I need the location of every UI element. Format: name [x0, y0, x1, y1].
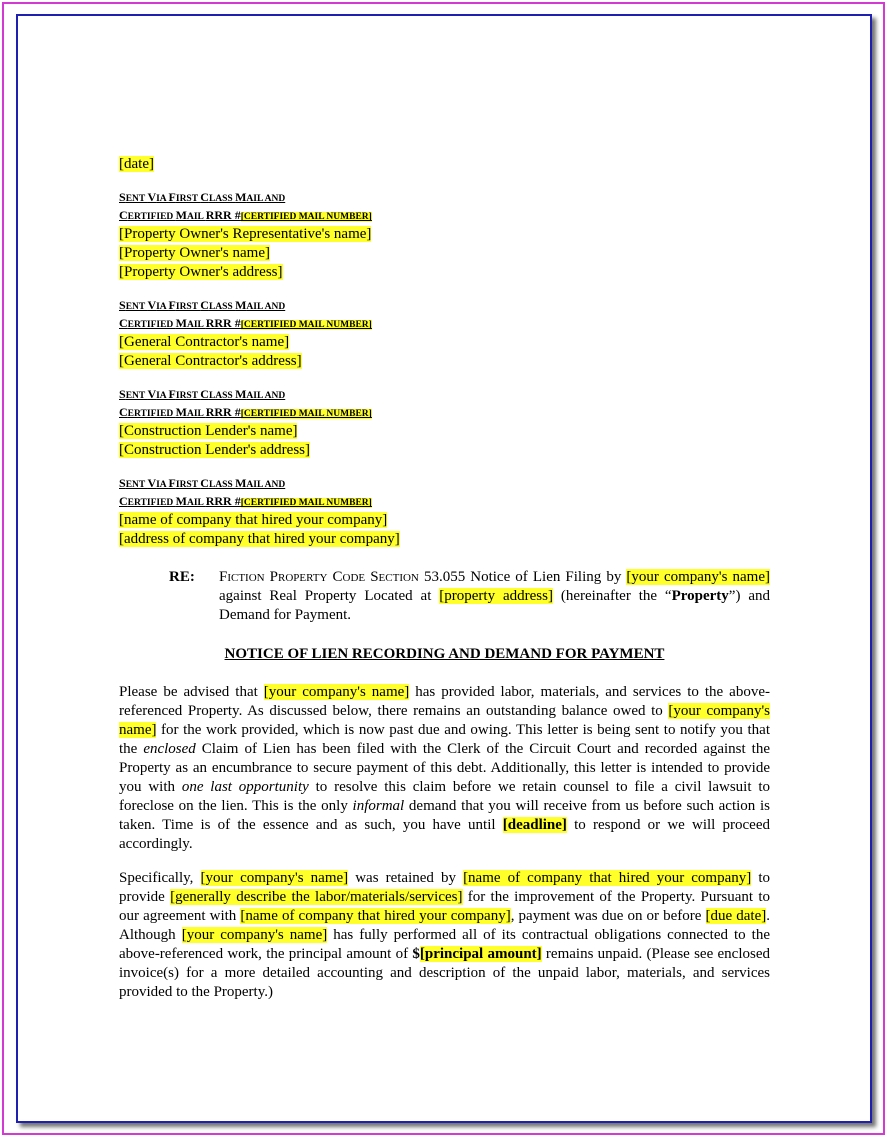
recipient-line: [Property Owner's Representative's name] — [119, 226, 372, 242]
recipient-line: [name of company that hired your company] — [119, 512, 388, 528]
recipient-block — [119, 386, 770, 460]
recipient-block — [119, 475, 770, 549]
recipient-line: [Construction Lender's name] — [119, 423, 298, 439]
recipient-line: [Construction Lender's address] — [119, 442, 310, 458]
recipient-line: [General Contractor's address] — [119, 353, 302, 369]
re-subject-code: Fiction Property Code Section — [219, 569, 419, 585]
re-property-word: Property — [671, 588, 729, 604]
recipient-block — [119, 189, 770, 282]
work-description-placeholder: [generally describe the labor/materials/services] — [170, 889, 463, 905]
paragraph-1: Please be advised that [your company's name] has provided labor, materials, and services to the above-referenced Property. As discussed below, there remains an outstanding balance owed to [your company's name] for the work provided, which is now past due and owing. This letter is being sent to notify you that the enclosed Claim of Lien has been filed with the Clerk of the Circuit Court and recorded against the Property as an encumbrance to secure payment of this debt. Additionally, this letter is intended to provide you with one last opportunity to resolve this claim before we retain counsel to file a civil lawsuit to foreclose on the lien. This is the only informal demand that you will receive from us before such action is taken. Time is of the essence and as such, you have until [deadline] to respond or we will proceed accordingly. — [119, 684, 770, 852]
company-name-placeholder: [your company's name] — [200, 870, 349, 886]
date-placeholder: [date] — [119, 156, 154, 172]
recipient-line: [Property Owner's name] — [119, 245, 270, 261]
recipient-line: [General Contractor's name] — [119, 334, 290, 350]
sent-via-line-2: CERTIFIED MAIL RRR #[CERTIFIED MAIL NUMBER] — [119, 208, 372, 222]
deadline-placeholder: [deadline] — [502, 817, 567, 833]
recipient-block — [119, 297, 770, 371]
due-date-placeholder: [due date] — [705, 908, 767, 924]
sent-via-line-2: CERTIFIED MAIL RRR #[CERTIFIED MAIL NUMBER] — [119, 494, 372, 508]
recipient-line: [Property Owner's address] — [119, 264, 283, 280]
company-name-placeholder: [your company's name] — [263, 684, 410, 700]
re-subject-text: 53.055 Notice of Lien Filing by — [418, 569, 627, 585]
re-subject-text: (hereinafter the “ — [552, 588, 672, 604]
sent-via-line-2: CERTIFIED MAIL RRR #[CERTIFIED MAIL NUMBER] — [119, 316, 372, 330]
recipient-line: [address of company that hired your company] — [119, 531, 400, 547]
paragraph-2: Specifically, [your company's name] was retained by [name of company that hired your company] to provide [generally describe the labor/materials/services] for the improvement of the Property. Pursuant to our agreement with [name of company that hired your company], payment was due on or before [due date]. Although [your company's name] has fully performed all of its contractual obligations connected to the above-referenced work, the principal amount of $[principal amount] remains unpaid. (Please see enclosed invoice(s) for a more detailed accounting and description of the unpaid labor, materials, and services provided to the Property.) — [119, 870, 771, 1000]
hiring-company-placeholder: [name of company that hired your company] — [463, 870, 752, 886]
certified-mail-number: [CERTIFIED MAIL NUMBER] — [240, 498, 372, 508]
re-property-address: [property address] — [439, 588, 553, 604]
re-subject-text: against Real Property Located at — [219, 588, 440, 604]
re-company-name: [your company's name] — [626, 569, 771, 585]
certified-mail-number: [CERTIFIED MAIL NUMBER] — [240, 212, 372, 222]
sent-via-line-1: SENT VIA FIRST CLASS MAIL AND — [119, 190, 286, 204]
date-block — [119, 155, 770, 174]
re-subject-text: ”) and Demand for Payment. — [219, 588, 771, 623]
letter-body — [119, 155, 770, 1017]
company-name-placeholder: [your company's name] — [119, 703, 770, 738]
sent-via-line-2: CERTIFIED MAIL RRR #[CERTIFIED MAIL NUMBER] — [119, 405, 372, 419]
sent-via-line-1: SENT VIA FIRST CLASS MAIL AND — [119, 298, 286, 312]
sent-via-line-1: SENT VIA FIRST CLASS MAIL AND — [119, 387, 286, 401]
re-line — [169, 568, 770, 625]
notice-title: NOTICE OF LIEN RECORDING AND DEMAND FOR PAYMENT — [224, 646, 665, 662]
certified-mail-number: [CERTIFIED MAIL NUMBER] — [240, 320, 372, 330]
hiring-company-placeholder: [name of company that hired your company] — [240, 908, 511, 924]
re-label: RE: — [169, 569, 195, 585]
sent-via-line-1: SENT VIA FIRST CLASS MAIL AND — [119, 476, 286, 490]
company-name-placeholder: [your company's name] — [181, 927, 328, 943]
certified-mail-number: [CERTIFIED MAIL NUMBER] — [240, 409, 372, 419]
principal-amount-placeholder: [principal amount] — [419, 946, 542, 962]
